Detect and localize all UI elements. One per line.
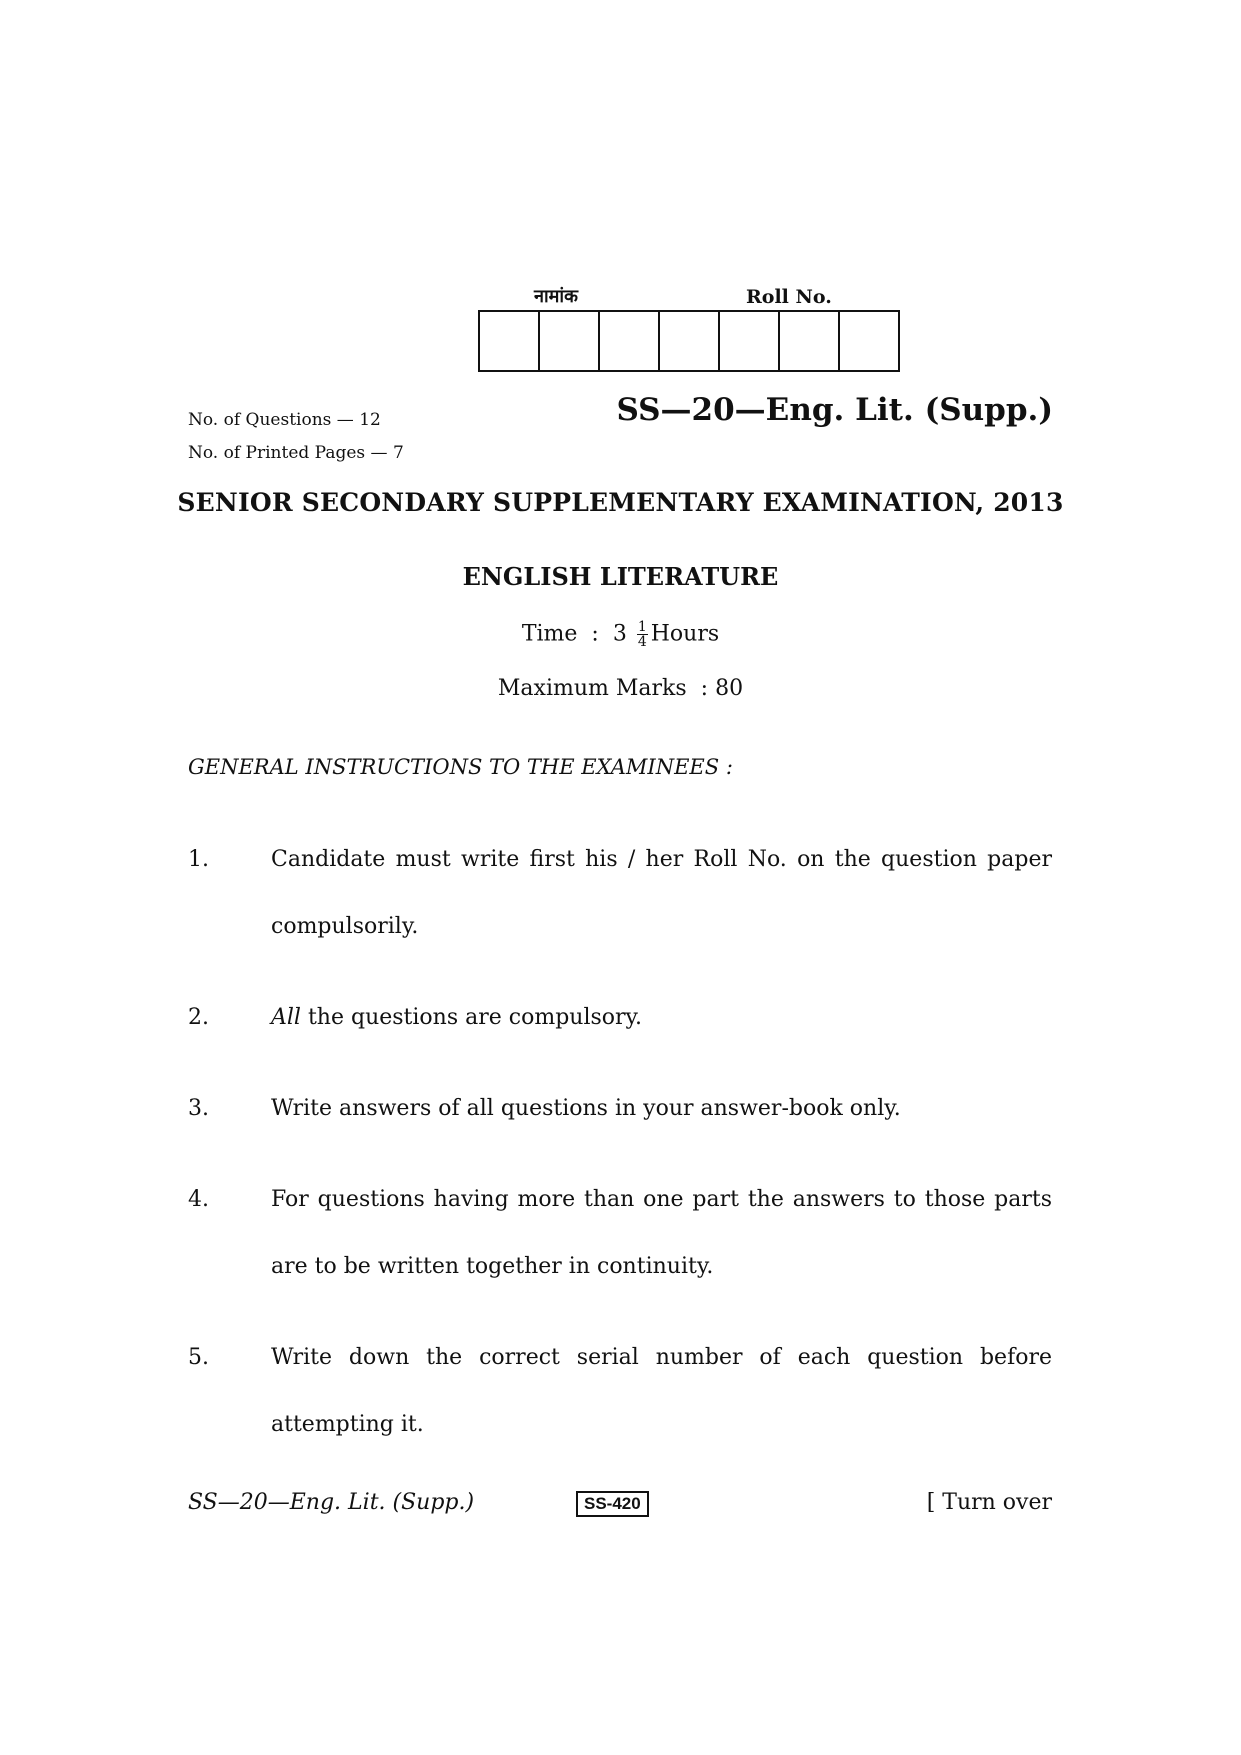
item-text: Write answers of all questions in your answer-book only. xyxy=(271,1096,901,1121)
list-item xyxy=(188,826,1052,960)
roll-labels xyxy=(478,284,900,310)
footer-paper-code: SS—20—Eng. Lit. (Supp.) xyxy=(188,1490,475,1515)
time-allowed: Time : 3 $\frac{1}{4}$ Hours xyxy=(521,619,720,650)
roll-label-hindi: नामांक xyxy=(534,286,578,307)
roll-box[interactable] xyxy=(720,312,780,370)
item-number: 1. xyxy=(188,847,209,872)
paper-code: SS—20—Eng. Lit. (Supp.) xyxy=(616,392,1053,428)
page-footer xyxy=(188,1490,1052,1520)
list-item xyxy=(188,1166,1052,1300)
instructions-heading: GENERAL INSTRUCTIONS TO THE EXAMINEES : xyxy=(188,755,733,779)
subject-title: ENGLISH LITERATURE xyxy=(462,562,779,591)
instructions-list xyxy=(188,826,1052,1482)
marks-label: Maximum Marks xyxy=(497,676,687,701)
roll-box[interactable] xyxy=(660,312,720,370)
roll-box[interactable] xyxy=(780,312,840,370)
item-text: For questions having more than one part the answers to those parts are to be written together in continuity. xyxy=(271,1187,1052,1279)
roll-number-boxes xyxy=(478,310,900,372)
item-text: Candidate must write first his / her Roll No. on the question paper compulsorily. xyxy=(271,847,1052,939)
item-number: 3. xyxy=(188,1096,209,1121)
roll-label: Roll No. xyxy=(746,286,832,308)
item-number: 2. xyxy=(188,1005,209,1030)
paper-meta xyxy=(188,404,404,470)
number-of-questions: No. of Questions — 12 xyxy=(188,410,381,430)
footer-badge: SS-420 xyxy=(576,1491,649,1517)
time-fraction xyxy=(637,620,648,649)
fraction-denominator: 4 xyxy=(637,634,647,650)
roll-box[interactable] xyxy=(480,312,540,370)
time-label: Time xyxy=(521,621,578,647)
item-text: Write down the correct serial number of each question before attempting it. xyxy=(271,1345,1052,1437)
roll-box[interactable] xyxy=(840,312,900,370)
list-item xyxy=(188,984,1052,1051)
exam-title: SENIOR SECONDARY SUPPLEMENTARY EXAMINATION, 2013 xyxy=(177,488,1064,517)
time-whole: 3 xyxy=(612,621,627,647)
fraction-numerator: 1 xyxy=(637,619,647,635)
item-text-rest: the questions are compulsory. xyxy=(300,1005,643,1030)
number-of-pages: No. of Printed Pages — 7 xyxy=(188,443,404,463)
item-number: 5. xyxy=(188,1345,209,1370)
turn-over-note: [ Turn over xyxy=(926,1490,1052,1515)
item-emphasis: All xyxy=(271,1005,301,1030)
marks-value: : 80 xyxy=(700,676,744,701)
item-number: 4. xyxy=(188,1187,209,1212)
list-item xyxy=(188,1075,1052,1142)
time-unit: Hours xyxy=(650,621,720,647)
item-text xyxy=(271,984,1052,1051)
roll-box[interactable] xyxy=(600,312,660,370)
list-item xyxy=(188,1324,1052,1458)
roll-box[interactable] xyxy=(540,312,600,370)
roll-number-section xyxy=(478,284,900,372)
maximum-marks xyxy=(0,676,1241,701)
